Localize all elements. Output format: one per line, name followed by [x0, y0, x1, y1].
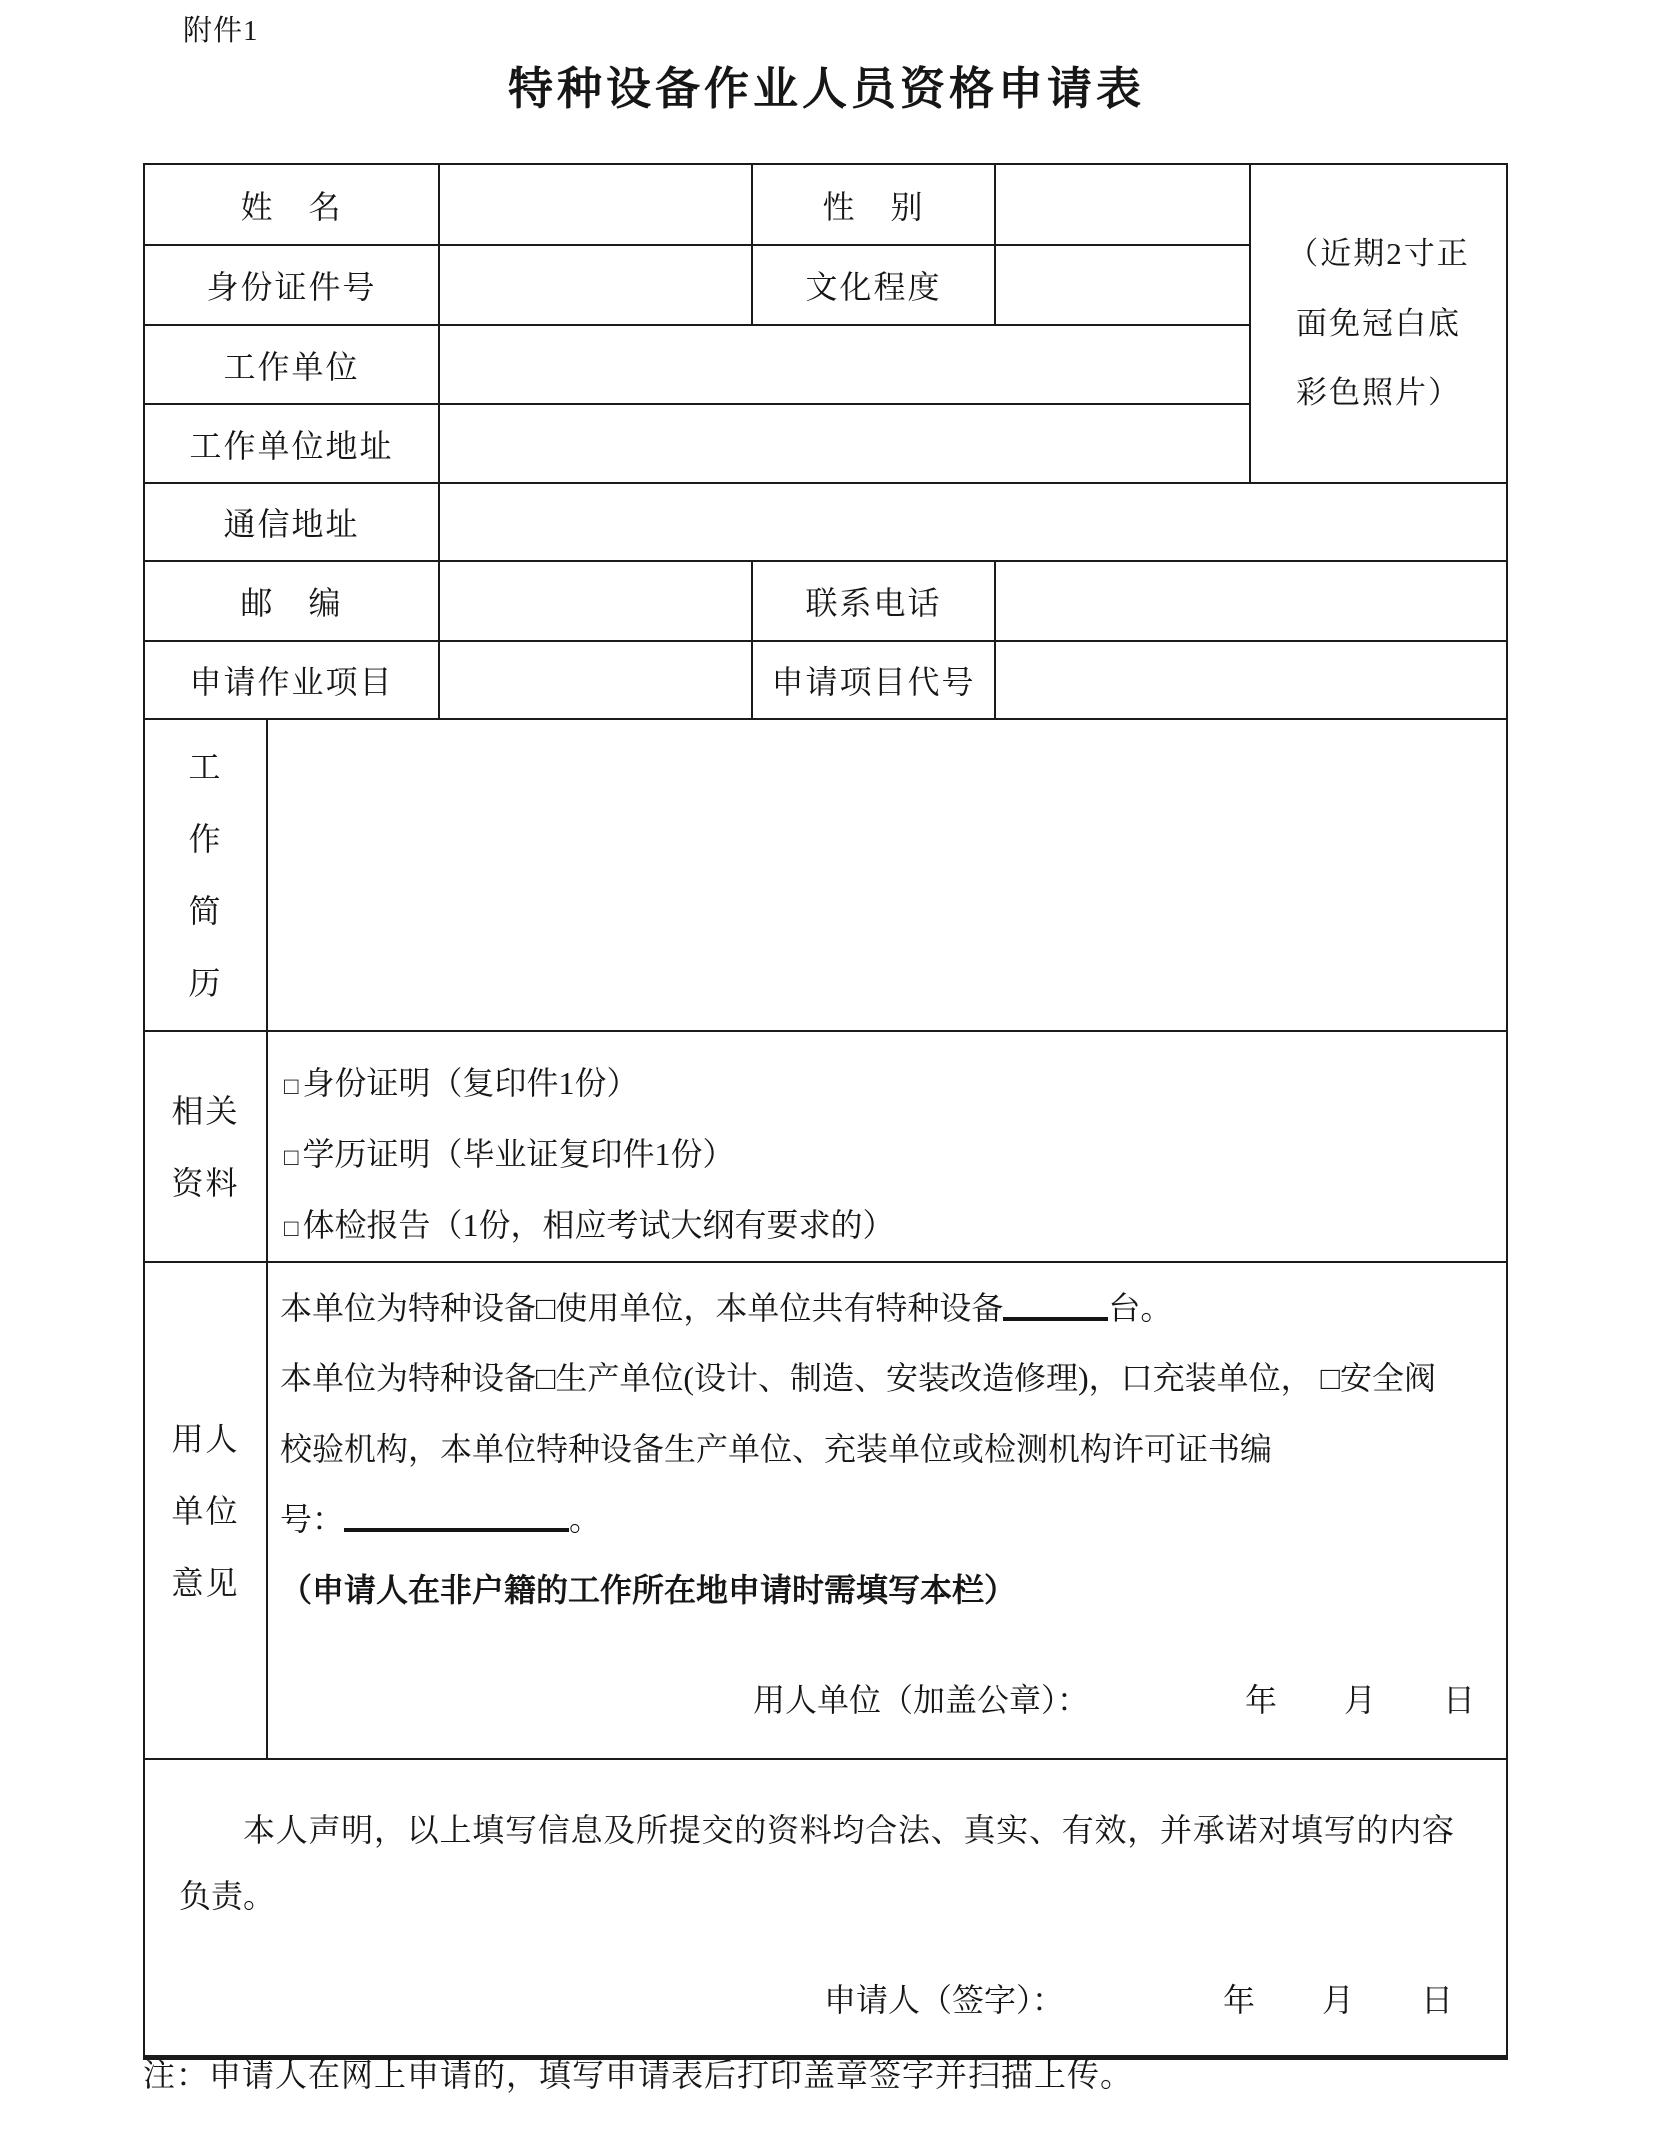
name-label: 姓 名 [144, 164, 439, 245]
related-docs-label: 相关 资料 [144, 1031, 267, 1262]
employer-opinion-line3: 校验机构，本单位特种设备生产单位、充装单位或检测机构许可证书编 [280, 1430, 1273, 1467]
phone-label: 联系电话 [752, 561, 995, 641]
applicant-date-label: 年 月 日 [1223, 1982, 1455, 2019]
mailing-address-value-cell[interactable] [439, 483, 1507, 561]
doc-item-education-proof [284, 1119, 1496, 1190]
employer-address-label: 工作单位地址 [144, 404, 439, 483]
application-form-table [143, 163, 1508, 2060]
employer-seal-label: 用人单位（加盖公章）： [753, 1682, 1090, 1719]
employer-label: 工作单位 [144, 325, 439, 404]
checkbox-icon[interactable]: □ [284, 1216, 299, 1243]
page-title: 特种设备作业人员资格申请表 [507, 63, 1145, 114]
unit-count-blank[interactable] [1003, 1285, 1108, 1321]
gender-value-cell[interactable] [995, 164, 1250, 245]
id-number-label: 身份证件号 [144, 245, 439, 325]
row-mailing-address [144, 483, 1507, 561]
attachment-label: 附件1 [183, 15, 259, 47]
id-number-value-cell[interactable] [439, 245, 752, 325]
applied-project-label: 申请作业项目 [144, 641, 439, 719]
employer-address-value-cell[interactable] [439, 404, 1250, 483]
row-employer-opinion [144, 1262, 1507, 1759]
employer-opinion-line2: 本单位为特种设备□生产单位(设计、制造、安装改造修理)，口充装单位， □安全阀 [280, 1360, 1436, 1397]
doc-item-id-proof [284, 1048, 1496, 1119]
postcode-value-cell[interactable] [439, 561, 752, 641]
education-value-cell[interactable] [995, 245, 1250, 325]
checkbox-icon[interactable]: □ [284, 1145, 299, 1172]
project-code-label: 申请项目代号 [752, 641, 995, 719]
photo-box [1250, 164, 1507, 483]
related-docs-cell [267, 1031, 1507, 1262]
gender-label: 性 别 [752, 164, 995, 245]
doc-item-label: 身份证明（复印件1份） [302, 1065, 639, 1101]
license-number-blank[interactable] [344, 1496, 569, 1532]
mailing-address-label: 通信地址 [144, 483, 439, 561]
doc-item-label: 学历证明（毕业证复印件1份） [302, 1136, 735, 1173]
phone-value-cell[interactable] [995, 561, 1507, 641]
doc-item-health-report [284, 1190, 1496, 1261]
row-related-docs [144, 1031, 1507, 1262]
work-history-value-cell[interactable] [267, 719, 1507, 1031]
declaration-text: 本人声明，以上填写信息及所提交的资料均合法、真实、有效，并承诺对填写的内容负责。 [179, 1812, 1455, 1914]
name-value-cell[interactable] [439, 164, 752, 245]
project-code-value-cell[interactable] [995, 641, 1507, 719]
photo-note-line: 面免冠白底 [1296, 305, 1462, 341]
declaration-cell [144, 1759, 1507, 2057]
applicant-sign-row [179, 1975, 1454, 2021]
employer-opinion-cell [267, 1262, 1507, 1759]
doc-item-label: 体检报告（1份，相应考试大纲有要求的） [302, 1207, 895, 1244]
applied-project-value-cell[interactable] [439, 641, 752, 719]
employer-opinion-line4: 号： 。 [280, 1484, 1496, 1554]
employer-sign-row [268, 1675, 1506, 1745]
row-name-gender [144, 164, 1507, 245]
photo-note-line: 彩色照片） [1296, 375, 1462, 411]
employer-value-cell[interactable] [439, 325, 1250, 404]
footer-note: 注：申请人在网上申请的，填写申请表后打印盖章签字并扫描上传。 [143, 2057, 1134, 2093]
row-postcode-phone [144, 561, 1507, 641]
education-label: 文化程度 [752, 245, 995, 325]
employer-date-label: 年 月 日 [1245, 1682, 1477, 1719]
checkbox-icon[interactable]: □ [284, 1074, 299, 1100]
employer-opinion-label: 用人 单位 意见 [144, 1262, 267, 1759]
work-history-label: 工 作 简 历 [144, 719, 267, 1031]
row-declaration [144, 1759, 1507, 2057]
photo-note-line: （近期2寸正 [1287, 235, 1470, 271]
row-applied-project [144, 641, 1507, 719]
applicant-signature-label: 申请人（签字）： [824, 1982, 1065, 2019]
row-work-history [144, 719, 1507, 1031]
employer-opinion-line1: 本单位为特种设备□使用单位，本单位共有特种设备 台。 [280, 1273, 1496, 1343]
employer-opinion-bold-note: （申请人在非户籍的工作所在地申请时需填写本栏） [280, 1571, 1017, 1608]
postcode-label: 邮 编 [144, 561, 439, 641]
